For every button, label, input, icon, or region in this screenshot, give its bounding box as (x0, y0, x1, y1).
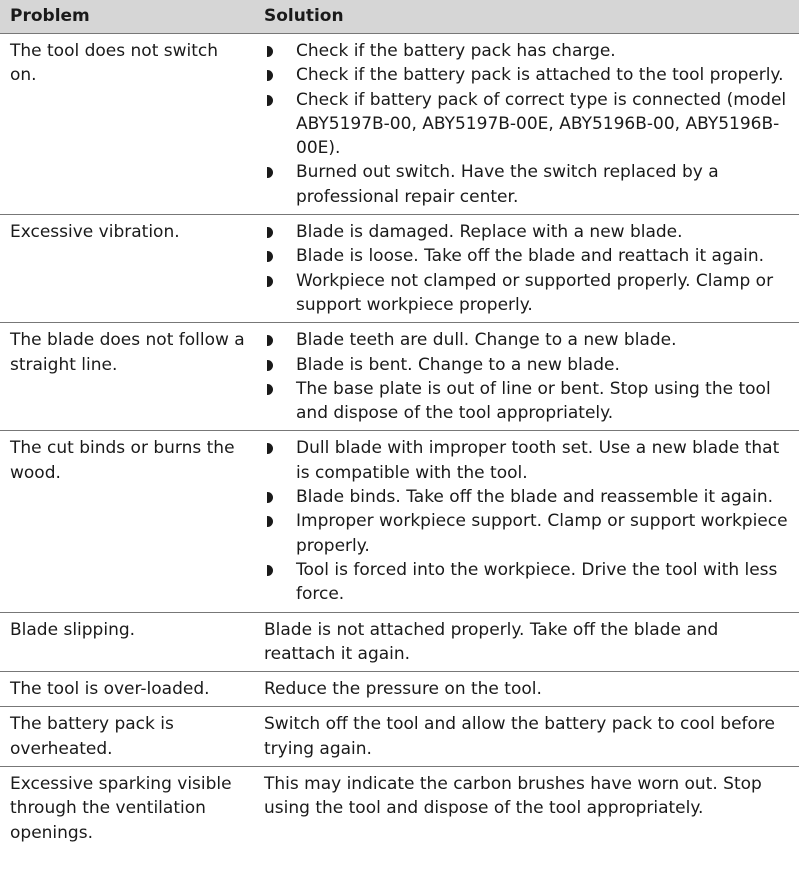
bullet-icon (267, 46, 273, 57)
solution-text: Dull blade with improper tooth set. Use a new blade that is compatible with the tool. (296, 438, 780, 483)
solution-column-header: Solution (254, 0, 799, 34)
solution-cell: Switch off the tool and allow the battery pack to cool before trying again. (254, 707, 799, 767)
solution-list (264, 220, 793, 317)
solution-item (264, 244, 793, 268)
table-row (0, 672, 799, 707)
solution-text: Improper workpiece support. Clamp or support workpiece properly. (296, 511, 788, 556)
solution-text: Blade is loose. Take off the blade and reattach it again. (296, 246, 765, 267)
solution-text: The base plate is out of line or bent. Stop using the tool and dispose of the tool appropriately. (296, 378, 771, 424)
solution-cell: Blade is not attached properly. Take off the blade and reattach it again. (254, 612, 799, 672)
solution-text: Burned out switch. Have the switch replaced by a professional repair center. (296, 162, 719, 207)
solution-list (264, 436, 793, 606)
table-row (0, 707, 799, 767)
solution-text: Check if battery pack of correct type is connected (model ABY5197B-00, ABY5197B-00E, ABY5196B-00, ABY5196B-00E). (296, 89, 787, 159)
table-row (0, 767, 799, 850)
table-row (0, 612, 799, 672)
solution-text: Check if the battery pack has charge. (296, 41, 616, 61)
table-row (0, 323, 799, 431)
bullet-icon (267, 95, 273, 106)
solution-item (264, 377, 793, 426)
bullet-icon (267, 516, 273, 527)
solution-item (264, 160, 793, 209)
solution-text: Tool is forced into the workpiece. Drive the tool with less force. (296, 559, 778, 605)
bullet-icon (267, 70, 273, 81)
bullet-icon (267, 384, 273, 395)
table-row (0, 431, 799, 612)
problem-cell: The cut binds or burns the wood. (0, 431, 254, 612)
solution-item (264, 269, 793, 318)
problem-cell: Excessive vibration. (0, 215, 254, 323)
solution-item (264, 436, 793, 485)
solution-item (264, 558, 793, 607)
bullet-icon (267, 335, 273, 346)
bullet-icon (267, 492, 273, 503)
solution-item (264, 63, 793, 87)
problem-cell: The tool does not switch on. (0, 34, 254, 215)
solution-cell (254, 323, 799, 431)
problem-cell: The battery pack is overheated. (0, 707, 254, 767)
bullet-icon (267, 251, 273, 262)
problem-column-header: Problem (0, 0, 254, 34)
table-header-row (0, 0, 799, 34)
bullet-icon (267, 167, 273, 178)
solution-cell (254, 431, 799, 612)
bullet-icon (267, 565, 273, 576)
solution-cell (254, 215, 799, 323)
solution-text: Blade teeth are dull. Change to a new blade. (296, 330, 677, 351)
solution-cell: Reduce the pressure on the tool. (254, 672, 799, 707)
solution-text: Blade binds. Take off the blade and reassemble it again. (296, 487, 774, 508)
solution-text: Workpiece not clamped or supported properly. Clamp or support workpiece properly. (296, 270, 774, 315)
table-row (0, 215, 799, 323)
bullet-icon (267, 360, 273, 371)
solution-list (264, 39, 793, 209)
solution-text: Blade is bent. Change to a new blade. (296, 354, 620, 375)
solution-item (264, 353, 793, 377)
solution-text: Blade is damaged. Replace with a new blade. (296, 222, 683, 243)
problem-cell: Blade slipping. (0, 612, 254, 672)
problem-cell: The tool is over-loaded. (0, 672, 254, 707)
bullet-icon (267, 443, 273, 454)
solution-item (264, 39, 793, 63)
bullet-icon (267, 276, 273, 287)
solution-item (264, 328, 793, 352)
solution-item (264, 220, 793, 244)
solution-item (264, 88, 793, 161)
problem-cell: Excessive sparking visible through the ventilation openings. (10, 774, 232, 843)
solution-text: Check if the battery pack is attached to the tool properly. (296, 65, 784, 86)
bullet-icon (267, 227, 273, 238)
solution-cell: This may indicate the carbon brushes have worn out. Stop using the tool and dispose of the tool appropriately. (264, 774, 762, 819)
solution-list (264, 328, 793, 425)
solution-item (264, 485, 793, 509)
solution-item (264, 509, 793, 558)
problem-cell: The blade does not follow a straight line. (0, 323, 254, 431)
table-row (0, 34, 799, 215)
solution-cell (254, 34, 799, 215)
